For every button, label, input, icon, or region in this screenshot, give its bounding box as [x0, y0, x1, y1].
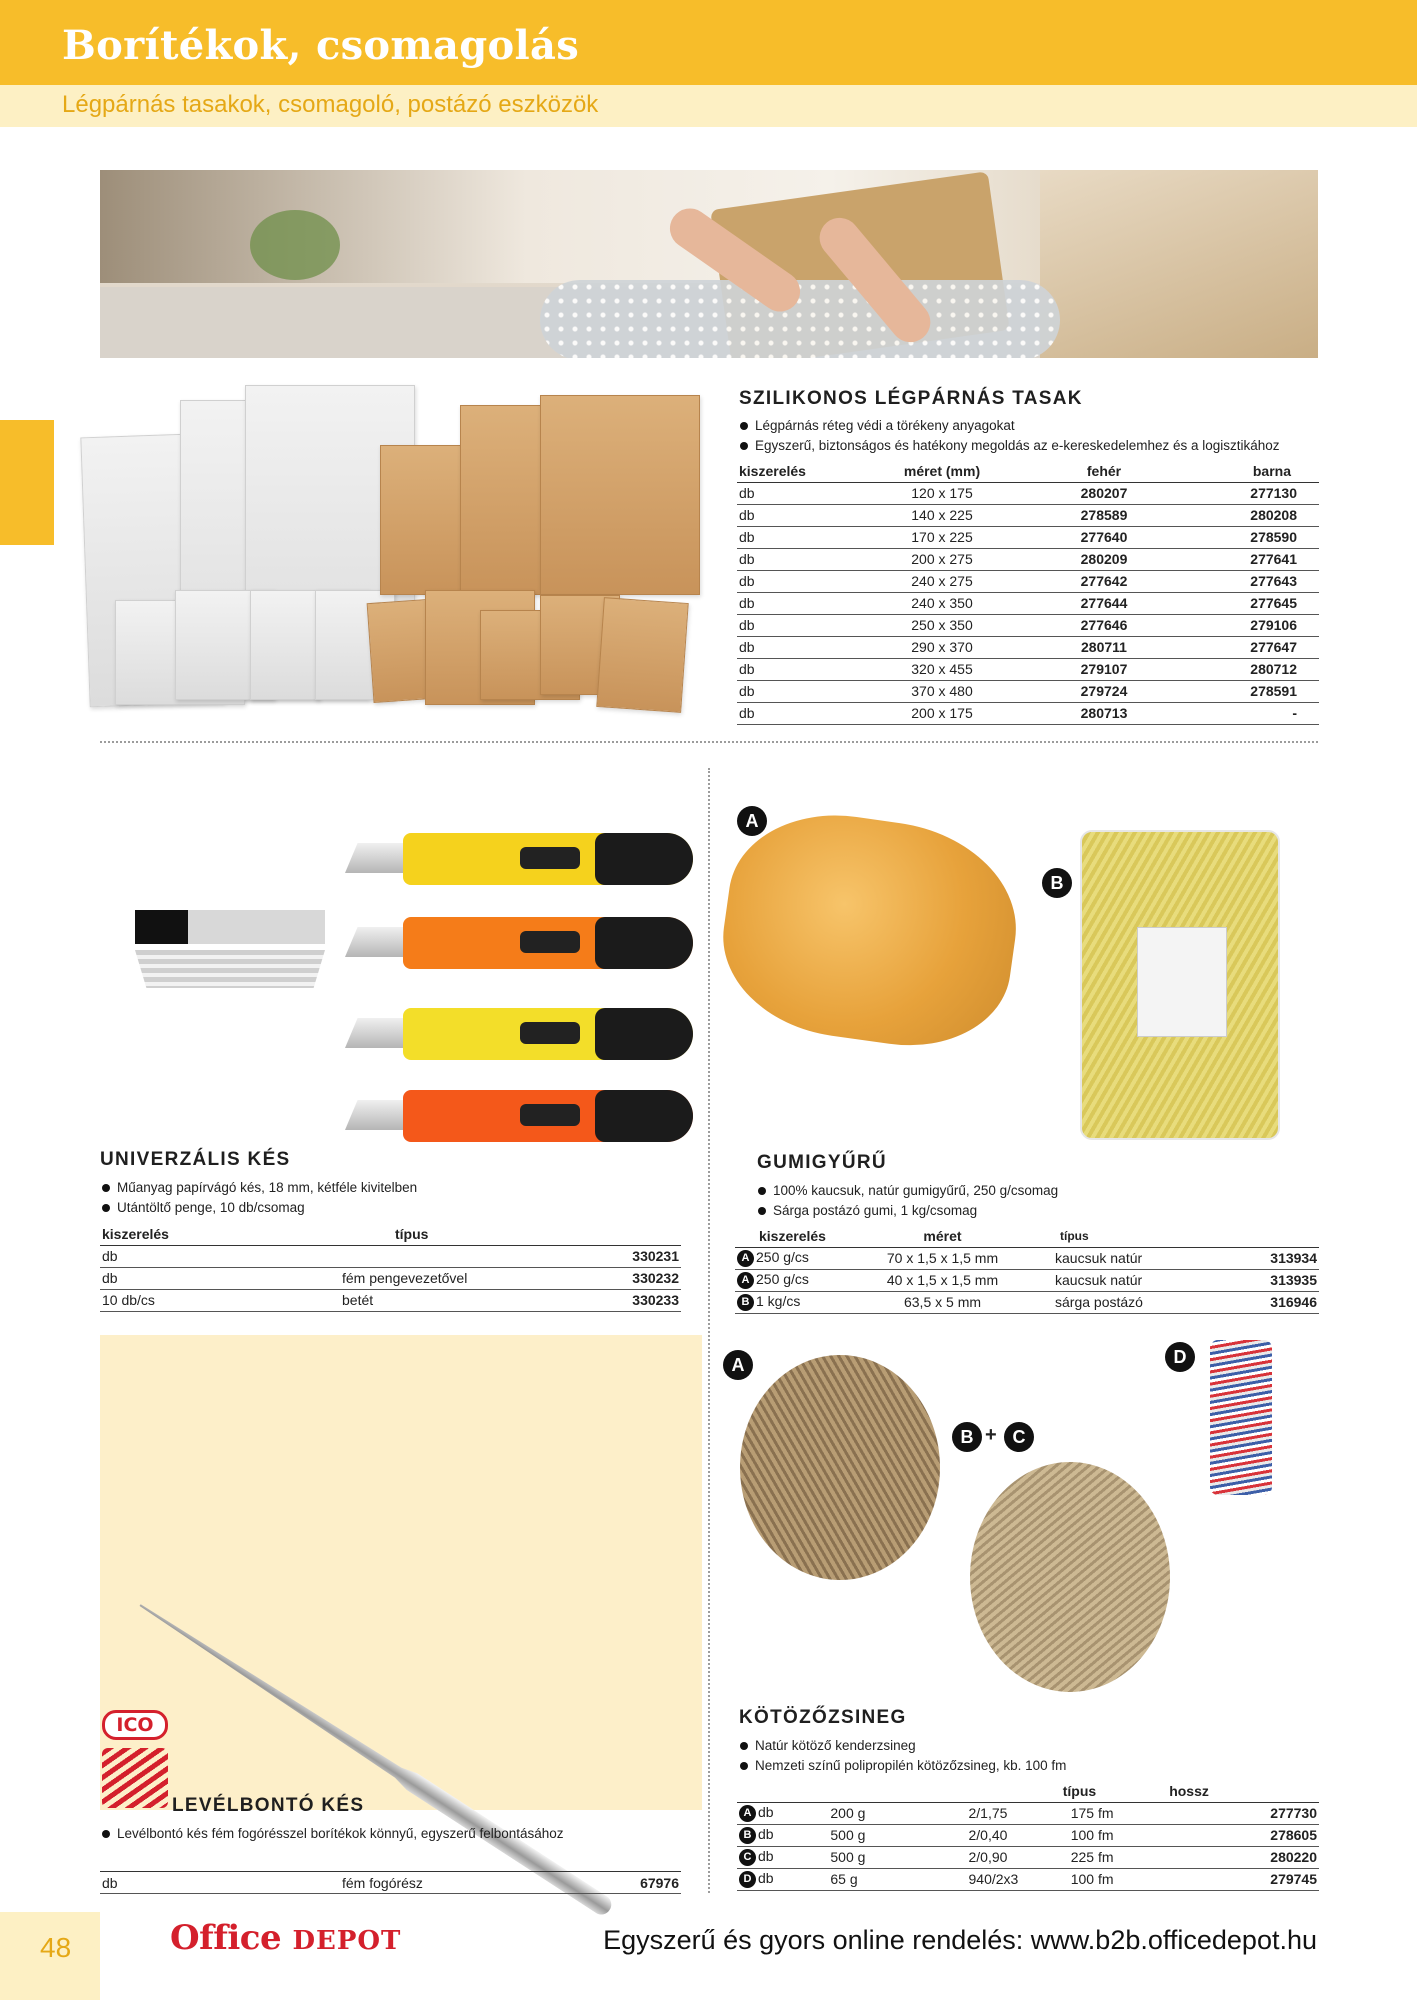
- table-row: [737, 526, 1319, 548]
- col-header: barna: [1179, 461, 1319, 482]
- ico-logo-mark: [102, 1748, 168, 1808]
- cell-length: 100 fm: [1061, 1824, 1167, 1846]
- cell-code-brown: 280208: [1179, 504, 1319, 526]
- cell-code-brown: 277647: [1179, 636, 1319, 658]
- cell-code-white: 277642: [1029, 570, 1179, 592]
- office-depot-logo: [170, 1918, 401, 1958]
- twine-a-photo: [740, 1355, 940, 1580]
- rubber-table: [735, 1226, 1319, 1314]
- envelopes-bullet: Egyszerű, biztonságos és hatékony megoldás az e-kereskedelemhez és a logisztikához: [739, 436, 1280, 456]
- table-row: [737, 482, 1319, 504]
- cell-code: 280220: [1211, 1846, 1319, 1868]
- envelopes-bullet: Légpárnás réteg védi a törékeny anyagokat: [739, 416, 1280, 436]
- column-divider: [708, 768, 710, 1893]
- rubber-title: GUMIGYŰRŰ: [757, 1152, 887, 1173]
- cell-unit: db: [737, 614, 855, 636]
- cell-weight: 65 g: [828, 1868, 938, 1890]
- cell-type: betét: [340, 1289, 570, 1311]
- cell-unit: db: [758, 1826, 774, 1843]
- opener-bullets: [101, 1824, 564, 1844]
- ico-brand-logo: ICO: [102, 1710, 168, 1740]
- cell-size: 200 x 275: [855, 548, 1029, 570]
- table-row: [737, 592, 1319, 614]
- col-header: [1205, 1226, 1319, 1247]
- page-subtitle: Légpárnás tasakok, csomagoló, postázó eszközök: [62, 91, 599, 118]
- logo-depot: DEPOT: [292, 1926, 402, 1956]
- page-title: Borítékok, csomagolás: [62, 22, 580, 69]
- cell-code-white: 277646: [1029, 614, 1179, 636]
- cell-code-white: 280711: [1029, 636, 1179, 658]
- table-row: [737, 614, 1319, 636]
- cell-weight: 200 g: [828, 1802, 938, 1824]
- col-header: méret: [860, 1226, 1025, 1247]
- table-row: [735, 1269, 1319, 1291]
- cell-unit: db: [737, 548, 855, 570]
- twine-bullet: Nemzeti színű polipropilén kötözőzsineg, kb. 100 fm: [739, 1756, 1066, 1776]
- knife-table: [100, 1224, 681, 1312]
- cell-size: 63,5 x 5 mm: [860, 1291, 1025, 1313]
- cell-unit: db: [100, 1245, 340, 1267]
- cell-code-brown: 277643: [1179, 570, 1319, 592]
- cell-unit: db: [100, 1872, 340, 1894]
- cell-unit: db: [737, 592, 855, 614]
- table-row: [100, 1289, 681, 1311]
- cell-unit: 10 db/cs: [100, 1289, 340, 1311]
- hero-photo: [100, 170, 1318, 358]
- envelopes-table: [737, 461, 1319, 725]
- badge-d: D: [1165, 1342, 1195, 1372]
- table-row: [100, 1245, 681, 1267]
- cell-type: 2/0,40: [939, 1824, 1061, 1846]
- row-badge: A: [737, 1272, 754, 1289]
- table-header-row: [737, 461, 1319, 482]
- knife-title: UNIVERZÁLIS KÉS: [100, 1149, 291, 1170]
- col-header: típus: [1061, 1781, 1167, 1802]
- envelopes-bullets: [739, 416, 1280, 456]
- cell-unit: db: [737, 658, 855, 680]
- rubber-bullet: 100% kaucsuk, natúr gumigyűrű, 250 g/csomag: [757, 1181, 1058, 1201]
- cell-size: 40 x 1,5 x 1,5 mm: [860, 1269, 1025, 1291]
- cell-unit: 250 g/cs: [756, 1271, 809, 1288]
- table-row: [737, 680, 1319, 702]
- cell-code: 316946: [1205, 1291, 1319, 1313]
- cell-type: fém pengevezetővel: [340, 1267, 570, 1289]
- cell-code-white: 277640: [1029, 526, 1179, 548]
- cell-type: sárga postázó: [1025, 1291, 1205, 1313]
- cell-type: [340, 1245, 570, 1267]
- cell-code-brown: 277641: [1179, 548, 1319, 570]
- table-header-row: [100, 1224, 681, 1245]
- twine-bc-photo: [970, 1462, 1170, 1692]
- table-row: [735, 1247, 1319, 1269]
- table-header-row: [737, 1781, 1319, 1802]
- cell-length: 100 fm: [1061, 1868, 1167, 1890]
- cell-size: 240 x 275: [855, 570, 1029, 592]
- badge-b: B: [1042, 868, 1072, 898]
- cell-unit: db: [737, 504, 855, 526]
- table-row: [737, 570, 1319, 592]
- cell-code-white: 277644: [1029, 592, 1179, 614]
- cell-code-brown: -: [1179, 702, 1319, 724]
- table-row: [100, 1872, 681, 1894]
- twine-table: [737, 1781, 1319, 1891]
- table-row: [737, 1868, 1319, 1890]
- rubber-band-a-photo: [711, 801, 1029, 1059]
- cell-size: 240 x 350: [855, 592, 1029, 614]
- cell-type: fém fogórész: [340, 1872, 570, 1894]
- cell-weight: 500 g: [828, 1824, 938, 1846]
- cell-code: 277730: [1211, 1802, 1319, 1824]
- col-header: [939, 1781, 1061, 1802]
- table-row: [735, 1291, 1319, 1313]
- cell-size: 320 x 455: [855, 658, 1029, 680]
- rubber-bullet: Sárga postázó gumi, 1 kg/csomag: [757, 1201, 1058, 1221]
- table-row: [737, 1824, 1319, 1846]
- cell-size: 70 x 1,5 x 1,5 mm: [860, 1247, 1025, 1269]
- table-row: [737, 658, 1319, 680]
- row-badge: A: [739, 1805, 756, 1822]
- twine-d-photo: [1210, 1340, 1272, 1495]
- section-divider: [100, 741, 1318, 743]
- cell-code: 278605: [1211, 1824, 1319, 1846]
- knife-bullet: Utántöltő penge, 10 db/csomag: [101, 1198, 417, 1218]
- col-header: fehér: [1029, 461, 1179, 482]
- col-header: méret (mm): [855, 461, 1029, 482]
- cell-type: 940/2x3: [939, 1868, 1061, 1890]
- row-badge: A: [737, 1250, 754, 1267]
- cell-type: kaucsuk natúr: [1025, 1269, 1205, 1291]
- cell-type: kaucsuk natúr: [1025, 1247, 1205, 1269]
- table-row: [737, 1846, 1319, 1868]
- table-row: [737, 504, 1319, 526]
- knife-bullets: [101, 1178, 417, 1218]
- row-badge: B: [737, 1294, 754, 1311]
- rubber-band-b-photo: [1080, 830, 1280, 1140]
- cell-code: 330231: [570, 1245, 681, 1267]
- cell-code-white: 280209: [1029, 548, 1179, 570]
- row-badge: C: [739, 1849, 756, 1866]
- opener-table: [100, 1871, 681, 1894]
- cell-code-white: 279107: [1029, 658, 1179, 680]
- cell-code: 279745: [1211, 1868, 1319, 1890]
- cell-length: 225 fm: [1061, 1846, 1167, 1868]
- cell-code-brown: 277130: [1179, 482, 1319, 504]
- badge-a: A: [737, 806, 767, 836]
- cell-code: 313935: [1205, 1269, 1319, 1291]
- cell-unit: db: [737, 636, 855, 658]
- cell-size: 170 x 225: [855, 526, 1029, 548]
- cell-unit: db: [737, 526, 855, 548]
- cell-code-white: 280207: [1029, 482, 1179, 504]
- cell-unit: 1 kg/cs: [756, 1293, 801, 1310]
- col-header: [570, 1224, 681, 1245]
- col-header: kiszerelés: [735, 1226, 860, 1247]
- cell-code-white: 279724: [1029, 680, 1179, 702]
- badge-c: C: [1004, 1422, 1034, 1452]
- cell-unit: db: [737, 482, 855, 504]
- table-row: [737, 1802, 1319, 1824]
- plus-sign: +: [985, 1424, 997, 1446]
- footer-tagline: Egyszerű és gyors online rendelés: www.b2b.officedepot.hu: [603, 1925, 1317, 1955]
- opener-title: LEVÉLBONTÓ KÉS: [172, 1795, 365, 1816]
- row-badge: B: [739, 1827, 756, 1844]
- cell-unit: db: [737, 680, 855, 702]
- table-row: [737, 636, 1319, 658]
- cell-unit: db: [737, 570, 855, 592]
- badge-b: B: [952, 1422, 982, 1452]
- cell-length: 175 fm: [1061, 1802, 1167, 1824]
- cell-type: 2/1,75: [939, 1802, 1061, 1824]
- page-number: 48: [40, 1932, 72, 1963]
- twine-bullets: [739, 1736, 1066, 1776]
- col-header: [1211, 1781, 1319, 1802]
- knife-bullet: Műanyag papírvágó kés, 18 mm, kétféle kivitelben: [101, 1178, 417, 1198]
- twine-bullet: Natúr kötöző kenderzsineg: [739, 1736, 1066, 1756]
- opener-bullet: Levélbontó kés fém fogórésszel borítékok könnyű, egyszerű felbontásához: [101, 1824, 564, 1844]
- badge-a: A: [723, 1350, 753, 1380]
- col-header: [737, 1781, 828, 1802]
- cell-type: 2/0,90: [939, 1846, 1061, 1868]
- cell-code: 330232: [570, 1267, 681, 1289]
- cell-unit: 250 g/cs: [756, 1249, 809, 1266]
- cell-code-brown: 278590: [1179, 526, 1319, 548]
- col-header: típus: [1025, 1226, 1205, 1247]
- cell-size: 250 x 350: [855, 614, 1029, 636]
- col-header: hossz: [1167, 1781, 1211, 1802]
- table-row: [737, 702, 1319, 724]
- cell-weight: 500 g: [828, 1846, 938, 1868]
- cell-code: 67976: [570, 1872, 681, 1894]
- cell-code: 330233: [570, 1289, 681, 1311]
- cell-code-brown: 279106: [1179, 614, 1319, 636]
- envelopes-title: SZILIKONOS LÉGPÁRNÁS TASAK: [739, 388, 1083, 409]
- cell-unit: db: [758, 1804, 774, 1821]
- col-header: [828, 1781, 938, 1802]
- rubber-bullets: [757, 1181, 1058, 1221]
- cell-unit: db: [737, 702, 855, 724]
- col-header: típus: [340, 1224, 570, 1245]
- col-header: kiszerelés: [737, 461, 855, 482]
- table-header-row: [735, 1226, 1319, 1247]
- cell-code: 313934: [1205, 1247, 1319, 1269]
- cell-code-white: 280713: [1029, 702, 1179, 724]
- twine-title: KÖTÖZŐZSINEG: [739, 1707, 907, 1728]
- logo-office: Office: [170, 1918, 282, 1958]
- cell-size: 200 x 175: [855, 702, 1029, 724]
- letter-opener-panel: [100, 1335, 702, 1810]
- cell-code-brown: 280712: [1179, 658, 1319, 680]
- cell-code-brown: 278591: [1179, 680, 1319, 702]
- cell-unit: db: [100, 1267, 340, 1289]
- cell-unit: db: [758, 1848, 774, 1865]
- cell-unit: db: [758, 1870, 774, 1887]
- row-badge: D: [739, 1871, 756, 1888]
- cell-size: 290 x 370: [855, 636, 1029, 658]
- cell-size: 370 x 480: [855, 680, 1029, 702]
- table-row: [737, 548, 1319, 570]
- table-row: [100, 1267, 681, 1289]
- side-tab-marker: [0, 420, 54, 545]
- cell-size: 120 x 175: [855, 482, 1029, 504]
- cell-code-white: 278589: [1029, 504, 1179, 526]
- cell-code-brown: 277645: [1179, 592, 1319, 614]
- cell-size: 140 x 225: [855, 504, 1029, 526]
- col-header: kiszerelés: [100, 1224, 340, 1245]
